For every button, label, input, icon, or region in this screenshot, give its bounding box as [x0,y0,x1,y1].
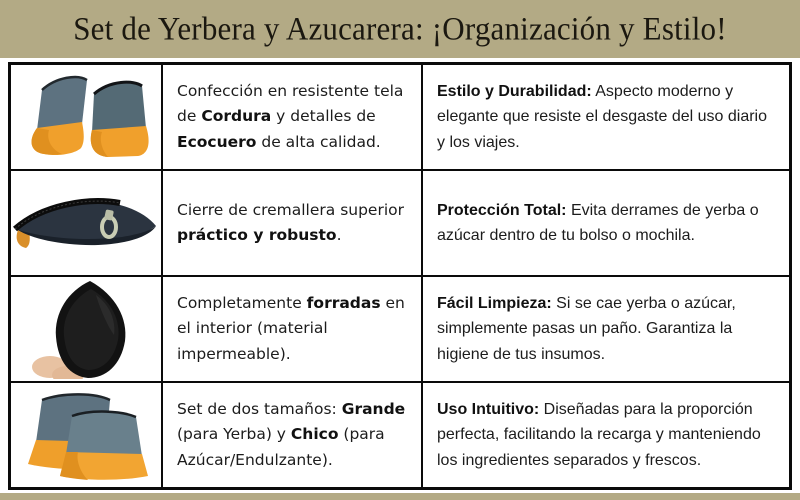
open-pouch-interior-photo [16,279,156,379]
product-table [8,62,792,490]
product-photo-cell [11,383,161,487]
benefit-text: Uso Intuitivo: Diseñadas para la proporción perfecta, facilitando la recarga y manteniendo los ingredientes separados y frescos. [437,401,761,469]
benefit-text: Fácil Limpieza: Si se cae yerba o azúcar, simplemente pasas un paño. Garantiza la higiene de tus insumos. [437,295,736,363]
feature-text: Cierre de cremallera superior práctico y robusto. [177,200,405,244]
footer-accent-strip [0,493,800,500]
two-size-pouch-set-photo [16,386,156,484]
feature-cell [163,383,421,487]
page-title: Set de Yerbera y Azucarera: ¡Organización y Estilo! [73,9,727,48]
benefit-text: Protección Total: Evita derrames de yerba o azúcar dentro de tu bolso o mochila. [437,201,759,244]
two-standing-pouches-photo [16,68,156,166]
benefit-cell [423,65,789,169]
feature-cell [163,171,421,275]
header-bar [0,0,800,58]
benefit-cell [423,383,789,487]
feature-cell [163,277,421,381]
product-photo-cell [11,171,161,275]
feature-text: Confección en resistente tela de Cordura y detalles de Ecocuero de alta calidad. [177,82,404,151]
product-photo-cell [11,277,161,381]
benefit-cell [423,171,789,275]
benefit-text: Estilo y Durabilidad: Aspecto moderno y elegante que resiste el desgaste del uso diario y los viajes. [437,83,767,151]
benefit-cell [423,277,789,381]
zipper-closeup-photo [12,174,160,272]
feature-text: Set de dos tamaños: Grande (para Yerba) y Chico (para Azúcar/Endulzante). [177,400,406,469]
feature-text: Completamente forradas en el interior (material impermeable). [177,294,405,363]
product-photo-cell [11,65,161,169]
feature-cell [163,65,421,169]
